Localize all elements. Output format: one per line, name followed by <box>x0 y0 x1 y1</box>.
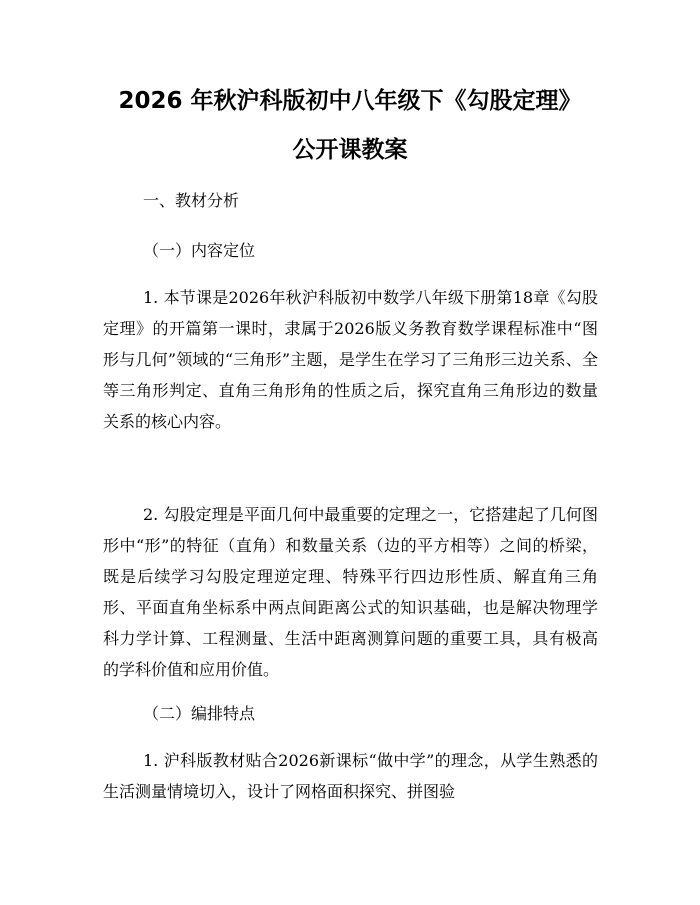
subsection-heading-arrangement-features: （二）编排特点 <box>143 704 256 723</box>
paragraph-3: 1. 沪科版教材贴合2026新课标“做中学”的理念，从学生熟悉的生活测量情境切入，设计了网格面积探究、拼图验 <box>103 751 598 801</box>
paragraph-2: 2. 勾股定理是平面几何中最重要的定理之一，它搭建起了几何图形中“形”的特征（直角）和数量关系（边的平方相等）之间的桥梁，既是后续学习勾股定理逆定理、特殊平行四边形性质、解直角三角形、平面直角坐标系中两点间距离公式的知识基础，也是解决物理学科力学计算、工程测量、生活中距离测算问题的重要工具，具有极高的学科价值和应用价值。 <box>103 505 598 679</box>
document-title: 2026 年秋沪科版初中八年级下《勾股定理》 <box>118 88 582 114</box>
subsection-heading-content-positioning: （一）内容定位 <box>143 241 256 260</box>
document-subtitle: 公开课教案 <box>292 137 408 163</box>
section-heading-textbook-analysis: 一、教材分析 <box>143 191 240 210</box>
paragraph-1: 1. 本节课是2026年秋沪科版初中数学八年级下册第18章《勾股定理》的开篇第一课时，隶属于2026版义务教育数学课程标准中“图形与几何”领域的“三角形”主题，是学生在学习了三角形三边关系、全等三角形判定、直角三角形角的性质之后，探究直角三角形边的数量关系的核心内容。 <box>103 288 598 431</box>
